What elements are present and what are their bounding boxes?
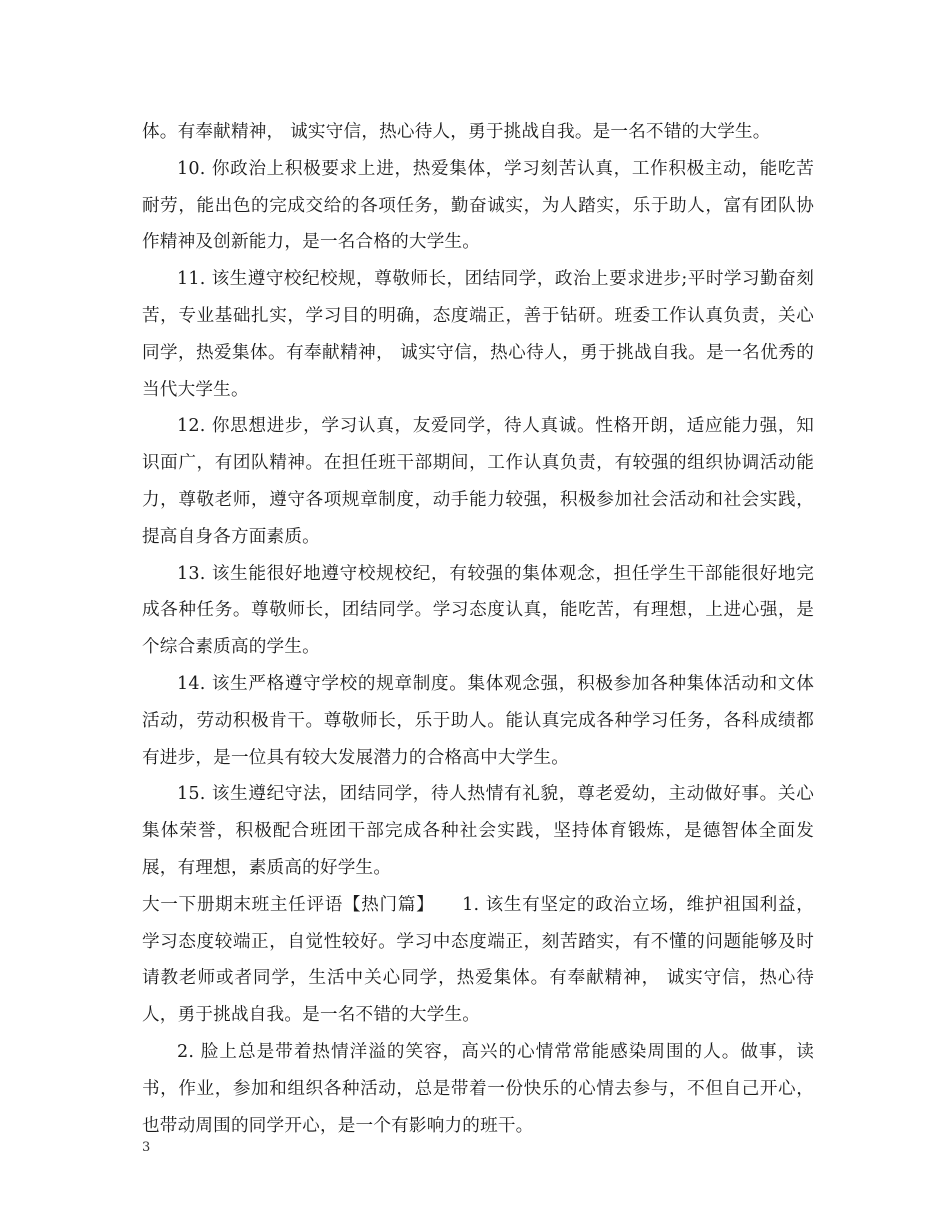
page-number: 3: [142, 1140, 151, 1155]
paragraph-item-15: 15. 该生遵纪守法，团结同学，待人热情有礼貌，尊老爱幼，主动做好事。关心集体荣誉，积极配合班团干部完成各种社会实践，坚持体育锻炼，是德智体全面发展，有理想，素质高的好学生。: [142, 784, 814, 878]
document-body: [142, 114, 814, 1144]
paragraph-item-10: 10. 你政治上积极要求上进，热爱集体，学习刻苦认真，工作积极主动，能吃苦耐劳，能出色的完成交给的各项任务，勤奋诚实，为人踏实，乐于助人，富有团队协作精神及创新能力，是一名合格的大学生。: [142, 158, 814, 253]
paragraph-continuation: 体。有奉献精神， 诚实守信，热心待人，勇于挑战自我。是一名不错的大学生。: [142, 122, 771, 142]
paragraph-item-12: 12. 你思想进步，学习认真，友爱同学，待人真诚。性格开朗，适应能力强，知识面广，有团队精神。在担任班干部期间，工作认真负责，有较强的组织协调活动能力，尊敬老师，遵守各项规章制度，动手能力较强，积极参加社会活动和社会实践，提高自身各方面素质。: [142, 416, 814, 547]
section-heading-paragraph: 大一下册期末班主任评语【热门篇】 1. 该生有坚定的政治立场，维护祖国利益，学习态度较端正，自觉性较好。学习中态度端正，刻苦踏实，有不懂的问题能够及时请教老师或者同学，生活中关心同学，热爱集体。有奉献精神， 诚实守信，热心待人，勇于挑战自我。是一名不错的大学生。: [142, 894, 814, 1026]
paragraph-item-14: 14. 该生严格遵守学校的规章制度。集体观念强，积极参加各种集体活动和文体活动，劳动积极肯干。尊敬师长，乐于助人。能认真完成各种学习任务，各科成绩都有进步，是一位具有较大发展潜力的合格高中大学生。: [142, 673, 814, 768]
paragraph-item-2: 2. 脸上总是带着热情洋溢的笑容，高兴的心情常常能感染周围的人。做事，读书，作业，参加和组织各种活动，总是带着一份快乐的心情去参与，不但自己开心，也带动周围的同学开心，是一个有影响力的班干。: [142, 1041, 814, 1136]
paragraph-item-11: 11. 该生遵守校纪校规，尊敬师长，团结同学，政治上要求进步;平时学习勤奋刻苦，专业基础扎实，学习目的明确，态度端正，善于钻研。班委工作认真负责，关心同学，热爱集体。有奉献精神， 诚实守信，热心待人，勇于挑战自我。是一名优秀的当代大学生。: [142, 269, 814, 400]
paragraph-item-13: 13. 该生能很好地遵守校规校纪，有较强的集体观念，担任学生干部能很好地完成各种任务。尊敬师长，团结同学。学习态度认真，能吃苦，有理想，上进心强，是个综合素质高的学生。: [142, 563, 814, 658]
